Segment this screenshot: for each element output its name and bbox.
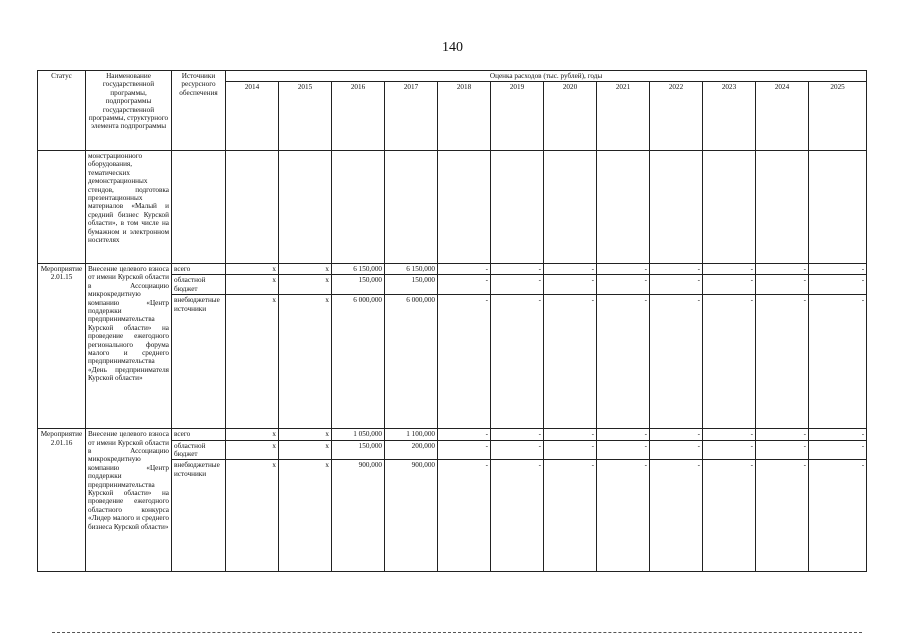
value-cell: -: [438, 264, 491, 275]
value-cell: x: [226, 275, 279, 295]
value-cell: -: [491, 275, 544, 295]
source-label: всего: [172, 264, 226, 275]
header-status: Статус: [38, 71, 86, 151]
value-cell: -: [544, 275, 597, 295]
value-cell: -: [756, 295, 809, 429]
budget-table: [37, 70, 867, 572]
value-cell: -: [809, 275, 867, 295]
event-name: Внесение целевого взноса от имени Курской области в Ассоциацию микрокредитную компанию «Центр поддержки предпринимательства Курской области» на проведение ежегодного регионального форума малого и среднего предпринимательства «День предпринимателя Курской области»: [86, 264, 172, 429]
source-label: внебюджетные источники: [172, 295, 226, 429]
value-cell: -: [703, 429, 756, 440]
value-cell: 900,000: [332, 460, 385, 572]
value-cell: 1 100,000: [385, 429, 438, 440]
value-cell: -: [809, 429, 867, 440]
header-year: 2017: [385, 82, 438, 151]
source-label: внебюджетные источники: [172, 460, 226, 572]
event-name: Внесение целевого взноса от имени Курской области в Ассоциацию микрокредитную компанию «Центр поддержки предпринимательства Курской области» на проведение ежегодного областного конкурса «Лидер малого и среднего бизнеса Курской области»: [86, 429, 172, 572]
table-row: [38, 264, 867, 275]
value-cell: -: [438, 429, 491, 440]
value-cell: -: [703, 440, 756, 460]
source-label: областной бюджет: [172, 275, 226, 295]
value-cell: -: [491, 460, 544, 572]
value-cell: -: [544, 460, 597, 572]
value-cell: -: [650, 460, 703, 572]
source-label: областной бюджет: [172, 440, 226, 460]
source-cell: [172, 151, 226, 264]
value-cell: -: [756, 275, 809, 295]
page-bottom-rule: [52, 632, 862, 633]
header-year: 2023: [703, 82, 756, 151]
value-cell: -: [438, 295, 491, 429]
continuation-name: монстрационного оборудования, тематических демонстрационных стендов, подготовка презентационных материалов «Малый и средний бизнес Курской области», в том числе на бумажном и электронном носителях: [86, 151, 172, 264]
value-cell: 6 000,000: [332, 295, 385, 429]
value-cell: x: [279, 275, 332, 295]
value-cell: x: [226, 264, 279, 275]
value-cell: -: [491, 440, 544, 460]
header-year: 2020: [544, 82, 597, 151]
event-status: Мероприятие 2.01.16: [38, 429, 86, 572]
value-cell: 150,000: [332, 275, 385, 295]
value-cell: 1 050,000: [332, 429, 385, 440]
value-cell: -: [491, 429, 544, 440]
value-cell: -: [809, 264, 867, 275]
value-cell: -: [597, 264, 650, 275]
header-year: 2022: [650, 82, 703, 151]
value-cell: x: [279, 440, 332, 460]
header-year: 2016: [332, 82, 385, 151]
header-year: 2021: [597, 82, 650, 151]
value-cell: -: [544, 295, 597, 429]
value-cell: -: [544, 440, 597, 460]
value-cell: -: [650, 429, 703, 440]
status-cell: [38, 151, 86, 264]
header-row-top: [38, 71, 867, 82]
value-cell: x: [279, 264, 332, 275]
value-cell: x: [279, 460, 332, 572]
value-cell: 150,000: [385, 275, 438, 295]
value-cell: -: [756, 440, 809, 460]
value-cell: -: [597, 460, 650, 572]
value-cell: -: [438, 275, 491, 295]
value-cell: -: [438, 440, 491, 460]
value-cell: -: [597, 295, 650, 429]
header-year: 2024: [756, 82, 809, 151]
header-year: 2019: [491, 82, 544, 151]
value-cell: x: [226, 460, 279, 572]
page-number: 140: [442, 40, 463, 55]
value-cell: -: [809, 295, 867, 429]
header-year: 2015: [279, 82, 332, 151]
continuation-row: [38, 151, 867, 264]
value-cell: -: [650, 264, 703, 275]
value-cell: 150,000: [332, 440, 385, 460]
value-cell: -: [756, 460, 809, 572]
header-year: 2018: [438, 82, 491, 151]
value-cell: 6 150,000: [385, 264, 438, 275]
value-cell: x: [226, 295, 279, 429]
event-status: Мероприятие 2.01.15: [38, 264, 86, 429]
table-row: [38, 429, 867, 440]
value-cell: 6 150,000: [332, 264, 385, 275]
value-cell: -: [650, 440, 703, 460]
header-source: Источники ресурсного обеспечения: [172, 71, 226, 151]
value-cell: -: [597, 429, 650, 440]
value-cell: -: [544, 429, 597, 440]
value-cell: 6 000,000: [385, 295, 438, 429]
value-cell: -: [544, 264, 597, 275]
header-name: Наименование государственной программы, подпрограммы государственной программы, структурного элемента подпрограммы: [86, 71, 172, 151]
value-cell: x: [279, 429, 332, 440]
value-cell: -: [438, 460, 491, 572]
value-cell: -: [809, 440, 867, 460]
value-cell: -: [703, 295, 756, 429]
value-cell: -: [491, 295, 544, 429]
value-cell: -: [650, 275, 703, 295]
header-year: 2025: [809, 82, 867, 151]
source-label: всего: [172, 429, 226, 440]
value-cell: x: [226, 429, 279, 440]
value-cell: -: [597, 275, 650, 295]
value-cell: -: [597, 440, 650, 460]
header-year: 2014: [226, 82, 279, 151]
value-cell: -: [703, 264, 756, 275]
value-cell: x: [226, 440, 279, 460]
value-cell: -: [491, 264, 544, 275]
value-cell: -: [809, 460, 867, 572]
header-expenses: Оценка расходов (тыс. рублей), годы: [226, 71, 867, 82]
value-cell: 900,000: [385, 460, 438, 572]
value-cell: -: [650, 295, 703, 429]
value-cell: -: [756, 429, 809, 440]
value-cell: x: [279, 295, 332, 429]
value-cell: -: [703, 275, 756, 295]
value-cell: 200,000: [385, 440, 438, 460]
value-cell: -: [756, 264, 809, 275]
value-cell: -: [703, 460, 756, 572]
